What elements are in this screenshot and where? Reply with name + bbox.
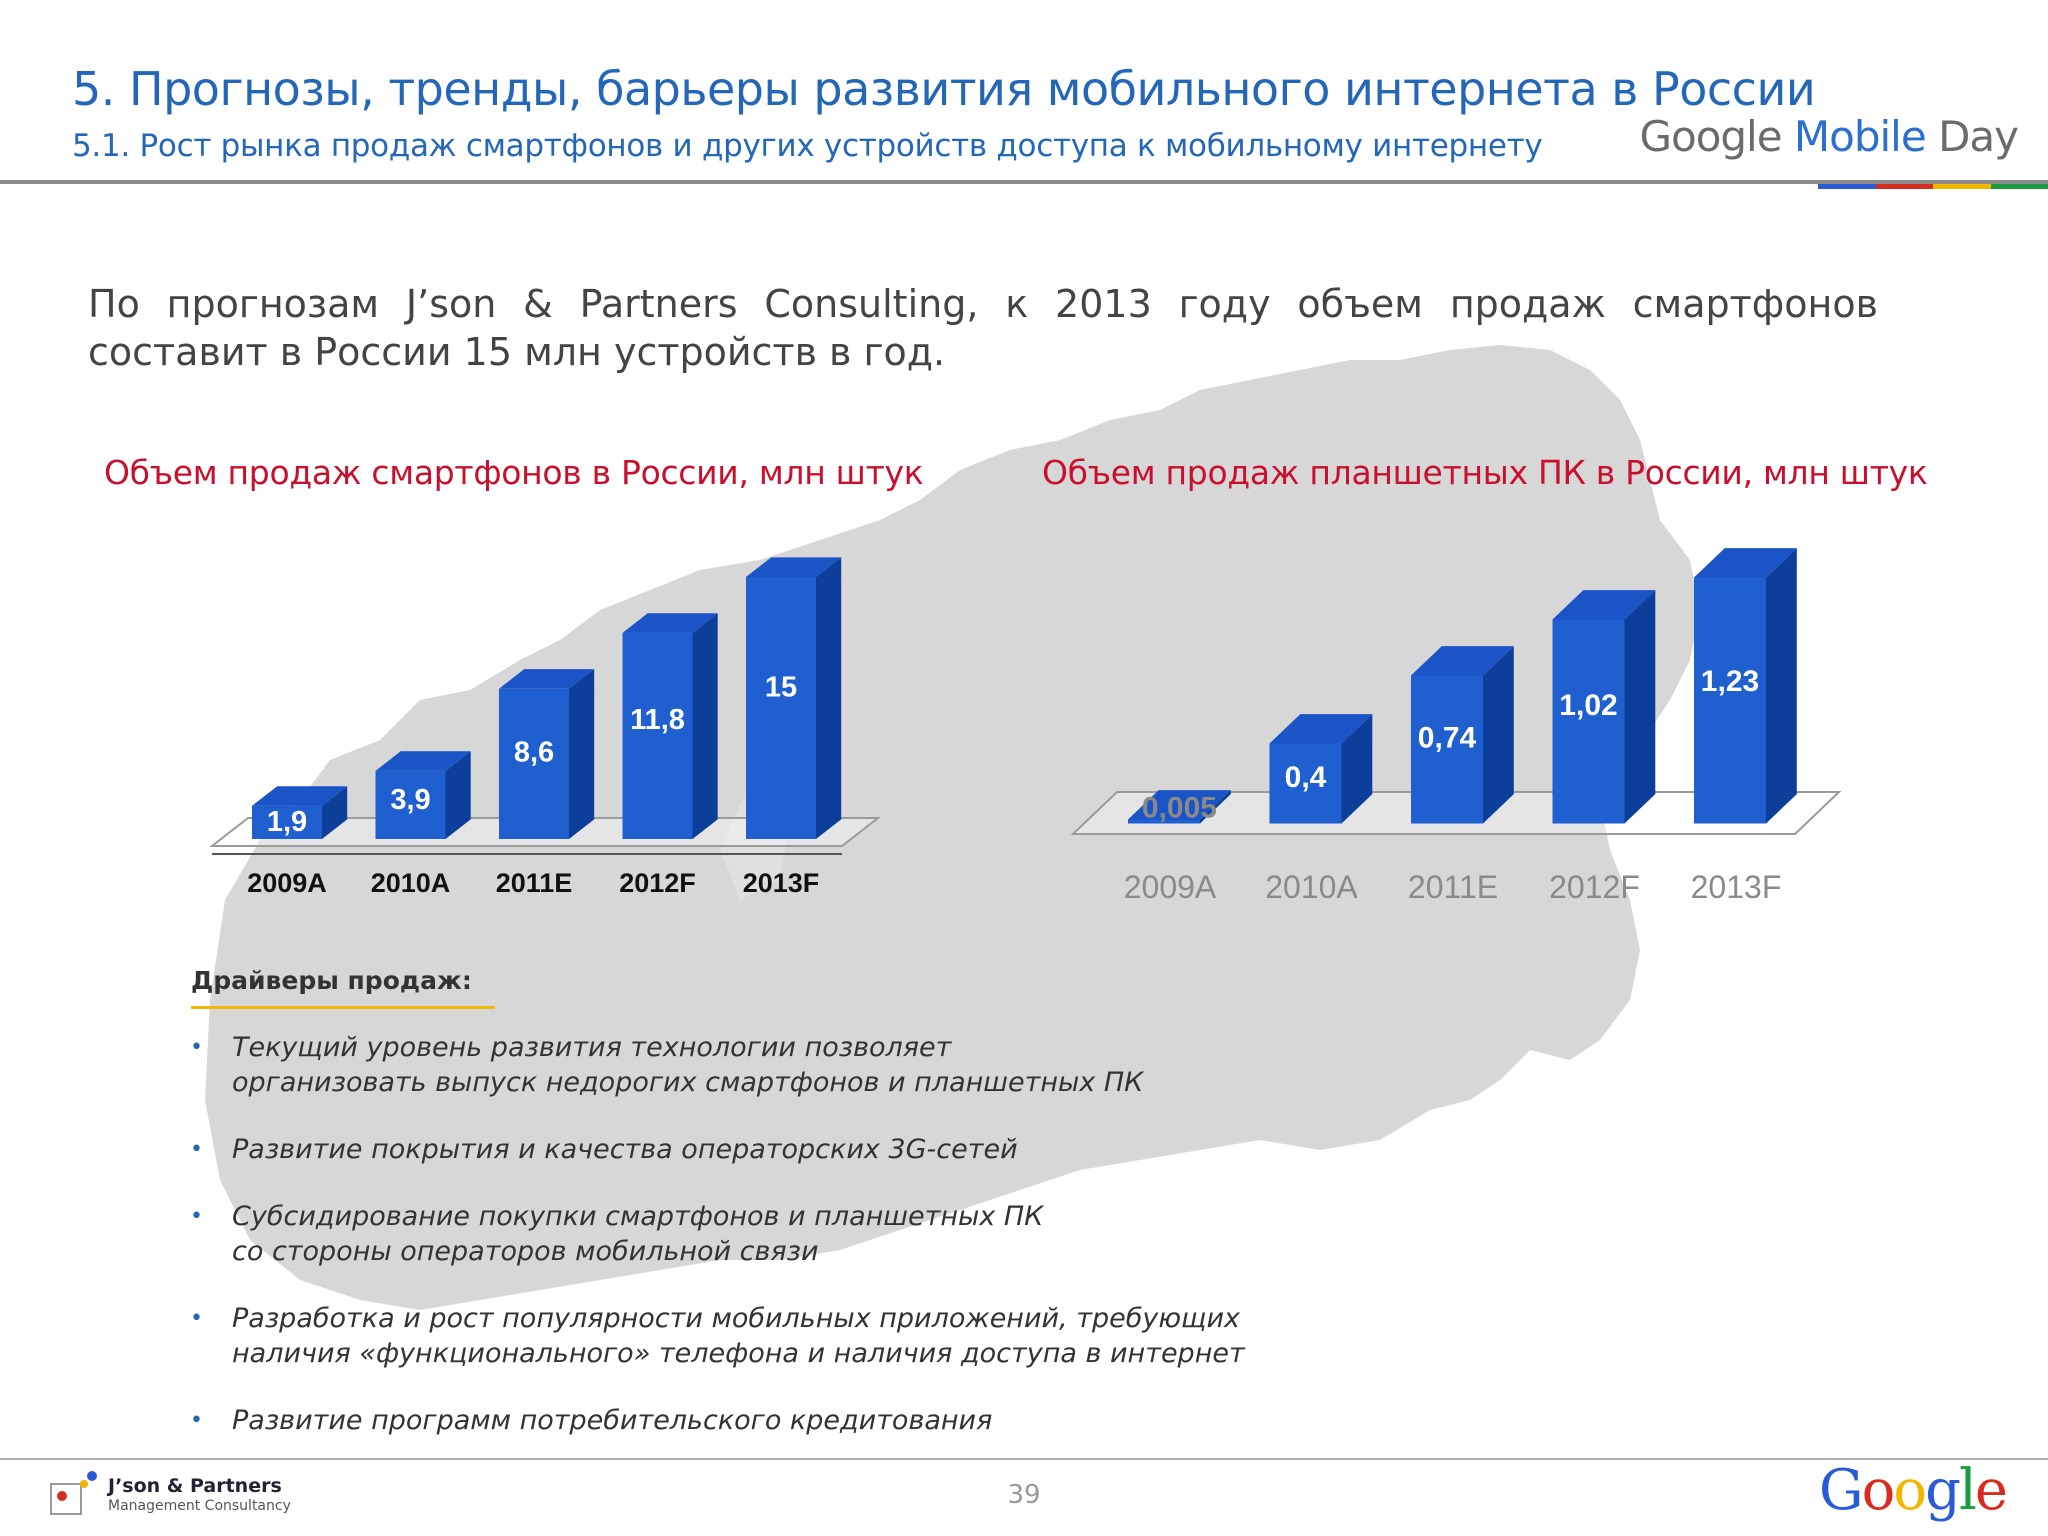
- bar-value-label: 0,4: [1284, 761, 1327, 795]
- bar-value-label: 1,9: [266, 806, 308, 838]
- smartphone-chart-title: Объем продаж смартфонов в России, млн штук: [104, 453, 924, 492]
- bar-value-label: 3,9: [390, 784, 431, 817]
- partner-subtitle: Management Consultancy: [108, 1498, 291, 1514]
- category-label: 2010A: [370, 868, 451, 898]
- google-letter: G: [1818, 1458, 1862, 1523]
- driver-item: [190, 1403, 1390, 1438]
- category-label: 2012F: [619, 868, 696, 898]
- bar-side: [693, 613, 718, 839]
- drivers-heading: Драйверы продаж:: [191, 966, 472, 995]
- google-letter: g: [1925, 1458, 1959, 1523]
- driver-text: Развитие программ потребительского кредитования: [232, 1405, 993, 1436]
- category-label: 2009A: [1123, 869, 1217, 905]
- category-label: 2013F: [1690, 869, 1782, 905]
- tablet-sales-chart: [1073, 548, 1839, 905]
- bar-value-label: 8,6: [513, 736, 555, 769]
- drivers-underline: [191, 1006, 495, 1009]
- driver-item: [190, 1199, 1390, 1269]
- page-subtitle: 5.1. Рост рынка продаж смартфонов и других устройств доступа к мобильному интернету: [72, 128, 1543, 164]
- bullet-icon: •: [190, 1035, 203, 1060]
- bar-value-label: 0,005: [1141, 791, 1217, 825]
- page-number: 39: [1007, 1480, 1041, 1510]
- google-logo: [1819, 1458, 2006, 1523]
- category-label: 2010A: [1265, 869, 1358, 905]
- google-letter: o: [1861, 1458, 1894, 1523]
- bar-side: [1766, 548, 1797, 823]
- driver-text: Разработка и рост популярности мобильных приложений, требующих наличия «функционального» телефона и наличия доступа в интернет: [232, 1303, 1245, 1369]
- bar: [746, 577, 816, 839]
- category-label: 2013F: [742, 868, 820, 898]
- bar-value-label: 1,02: [1559, 689, 1618, 723]
- category-label: 2009A: [247, 868, 327, 898]
- bar-side: [1625, 590, 1656, 823]
- driver-item: [190, 1030, 1390, 1100]
- logo-word-google: Google: [1639, 112, 1782, 161]
- partner-name: J’son & Partners: [108, 1475, 282, 1497]
- bar-side: [1483, 646, 1514, 823]
- driver-text: Субсидирование покупки смартфонов и планшетных ПК со стороны операторов мобильной связи: [232, 1201, 1044, 1267]
- logo-word-mobile: Mobile: [1793, 112, 1926, 161]
- category-label: 2012F: [1549, 869, 1640, 905]
- smartphone-sales-chart: [212, 557, 878, 898]
- bullet-icon: •: [190, 1408, 203, 1433]
- driver-item: [190, 1301, 1390, 1371]
- json-partners-logo-icon: [48, 1470, 104, 1520]
- bar: [1694, 578, 1766, 824]
- bar-side: [569, 669, 594, 839]
- driver-text: Развитие покрытия и качества операторских 3G-сетей: [232, 1134, 1018, 1165]
- tablet-chart-title: Объем продаж планшетных ПК в России, млн штук: [1042, 453, 1928, 492]
- category-label: 2011E: [495, 868, 573, 898]
- bullet-icon: •: [190, 1137, 203, 1162]
- bullet-icon: •: [190, 1204, 203, 1229]
- footer-divider: [0, 1458, 2048, 1460]
- bullet-icon: •: [190, 1306, 203, 1331]
- driver-text: Текущий уровень развития технологии позволяет организовать выпуск недорогих смартфонов и планшетных ПК: [232, 1032, 1144, 1098]
- logo-word-day: Day: [1938, 112, 2018, 161]
- google-letter: e: [1974, 1458, 2006, 1523]
- driver-item: [190, 1132, 1390, 1167]
- google-letter: l: [1958, 1458, 1975, 1523]
- category-label: 2011E: [1407, 869, 1499, 905]
- bar-side: [816, 557, 841, 839]
- bar-value-label: 11,8: [630, 704, 685, 737]
- bar-value-label: 15: [764, 671, 798, 704]
- intro-paragraph: По прогнозам J’son & Partners Consulting, к 2013 году объем продаж смартфонов составит в России 15 млн устройств в год.: [88, 282, 1878, 374]
- bar-value-label: 0,74: [1417, 721, 1477, 755]
- bar-value-label: 1,23: [1700, 664, 1760, 698]
- page-title: 5. Прогнозы, тренды, барьеры развития мобильного интернета в России: [72, 62, 1816, 116]
- google-letter: o: [1893, 1458, 1926, 1523]
- drivers-list: [190, 1030, 1390, 1470]
